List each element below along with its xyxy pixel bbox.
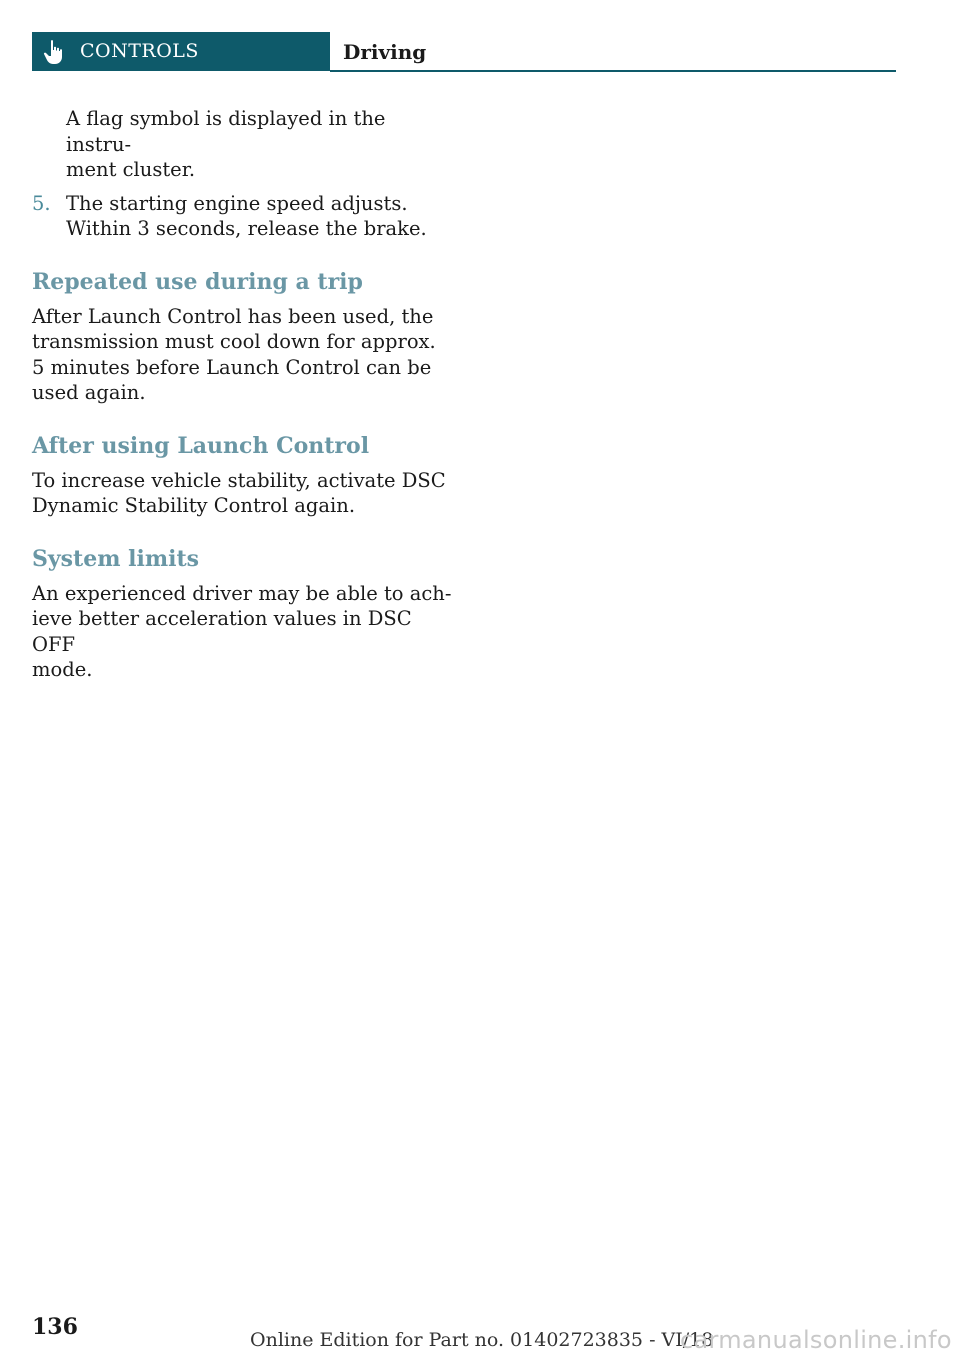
section-body-after-launch: To increase vehicle stability, activate DSC Dynamic Stability Control again.	[32, 468, 446, 517]
step-text: The starting engine speed adjusts. Within 3 seconds, release the brake.	[66, 191, 427, 240]
section-heading-after-launch: After using Launch Control	[32, 432, 370, 459]
watermark: carmanualsonline.info	[680, 1326, 952, 1354]
step-item	[32, 191, 452, 242]
header-divider	[330, 70, 896, 72]
section-heading-system-limits: System limits	[32, 545, 200, 572]
section-heading-repeated-use: Repeated use during a trip	[32, 268, 363, 295]
content-column	[32, 106, 452, 683]
step-number: 5.	[32, 191, 51, 215]
section-title: Driving	[343, 40, 427, 64]
page-number: 136	[32, 1314, 78, 1340]
chapter-label: CONTROLS	[80, 40, 199, 62]
pointing-hand-icon	[42, 39, 66, 65]
section-body-repeated-use: After Launch Control has been used, the transmission must cool down for approx. 5 minutes before Launch Control can be used again.	[32, 304, 436, 404]
edition-note: Online Edition for Part no. 01402723835 - VI/18	[250, 1329, 714, 1351]
intro-paragraph: A flag symbol is displayed in the instru- ment cluster.	[66, 107, 386, 181]
chapter-tab[interactable]	[32, 32, 330, 71]
section-body-system-limits: An experienced driver may be able to ach- ieve better acceleration values in DSC OFF mode.	[32, 581, 452, 681]
page-header	[32, 32, 896, 72]
